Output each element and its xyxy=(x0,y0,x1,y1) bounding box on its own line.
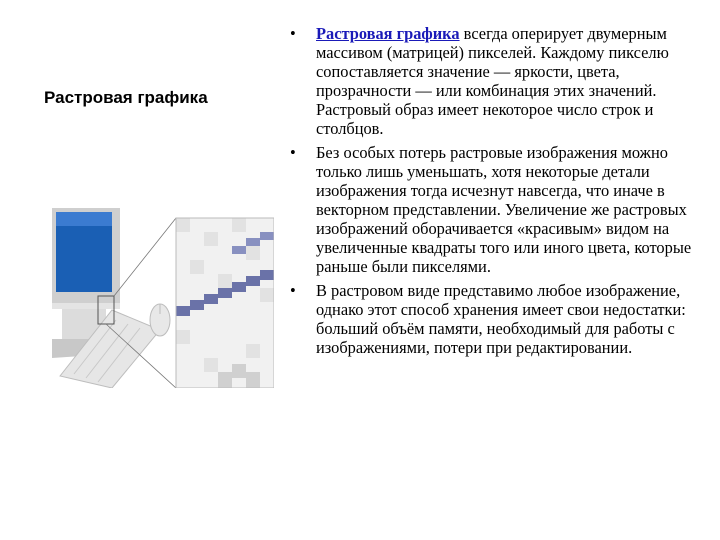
bullet-marker: • xyxy=(290,281,296,300)
bullet-text: всегда оперирует двумерным массивом (матрицей) пикселей. Каждому пикселю сопоставляется значение — яркости, цвета, прозрачности — или комбинация этих значений. Растровый образ имеет некоторое число строк и столбцов. xyxy=(316,24,669,138)
pixel-zoom-panel xyxy=(176,218,274,388)
bullet-marker: • xyxy=(290,143,296,162)
bullet-text: В растровом виде представимо любое изображение, однако этот способ хранения имеет свои недостатки: больший объём памяти, необходимый для работы с изображениями, потери при редактировании. xyxy=(316,281,686,357)
bullet-text: Без особых потерь растровые изображения можно только лишь уменьшать, хотя некоторые детали изображения тогда исчезнут навсегда, что иначе в векторном представлении. Увеличение же растровых изображений оборачивается «красивым» видом на увеличенные квадраты того или иного цвета, которые раньше были пикселями. xyxy=(316,143,692,276)
bullet-list xyxy=(290,24,710,362)
bullet-item xyxy=(290,143,710,276)
mouse-icon xyxy=(150,304,170,336)
bullet-item xyxy=(290,24,710,138)
bullet-marker: • xyxy=(290,24,296,43)
slide-title: Растровая графика xyxy=(44,88,208,107)
computer-zoom-illustration xyxy=(52,208,274,388)
bullet-item xyxy=(290,281,710,357)
raster-graphics-link[interactable]: Растровая графика xyxy=(316,24,460,43)
